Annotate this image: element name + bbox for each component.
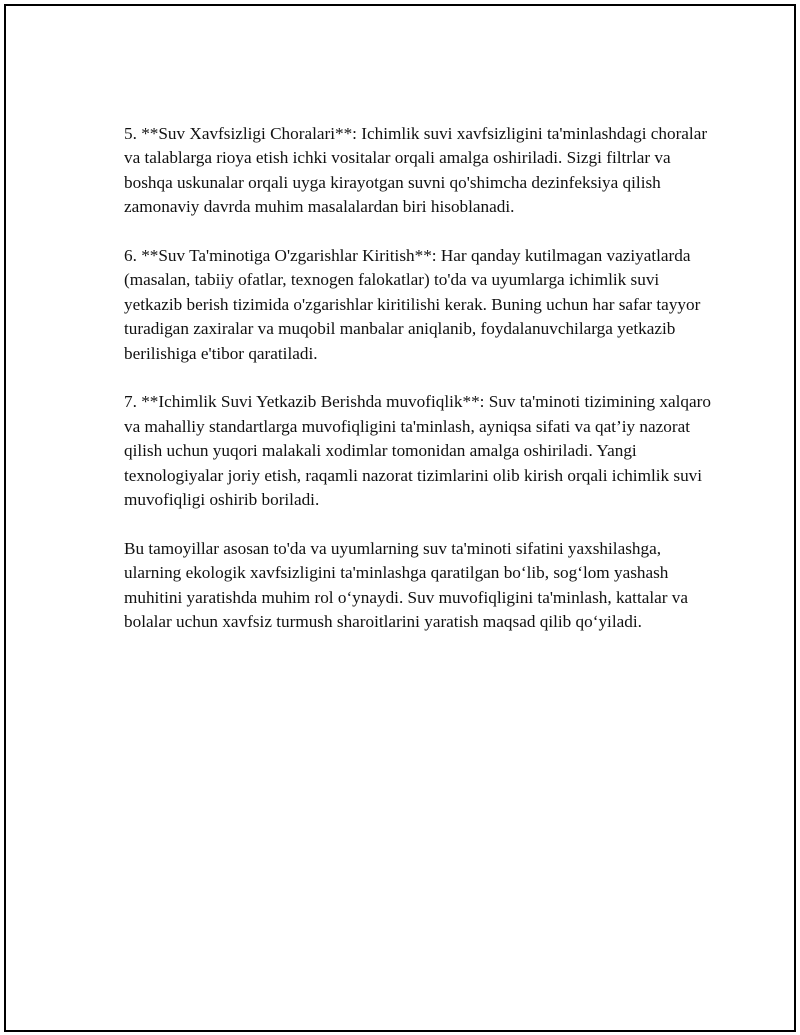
document-page	[4, 4, 796, 1032]
document-body	[124, 122, 714, 659]
paragraph-suv-taminotiga-ozgarishlar: 6. **Suv Ta'minotiga O'zgarishlar Kiritish**: Har qanday kutilmagan vaziyatlarda (masalan, tabiiy ofatlar, texnogen falokatlar) to'da va uyumlarga ichimlik suvi yetkazib berish tizimida o'zgarishlar kiritilishi kerak. Buning uchun har safar tayyor turadigan zaxiralar va muqobil manbalar aniqlanib, foydalanuvchilarga yetkazib berilishiga e'tibor qaratiladi.	[124, 246, 701, 363]
paragraph-yetkazib-berishda-muvofiqlik: 7. **Ichimlik Suvi Yetkazib Berishda muvofiqlik**: Suv ta'minoti tizimining xalqaro va mahalliy standartlarga muvofiqligini ta'minlash, ayniqsa sifati va qat’iy nazorat qilish uchun yuqori malakali xodimlar tomonidan amalga oshiriladi. Yangi texnologiyalar joriy etish, raqamli nazorat tizimlarini olib kirish orqali ichimlik suvi muvofiqligi oshirib boriladi.	[124, 392, 711, 510]
paragraph-conclusion: Bu tamoyillar asosan to'da va uyumlarning suv ta'minoti sifatini yaxshilashga, ularning ekologik xavfsizligini ta'minlashga qaratilgan bo‘lib, sog‘lom yashash muhitini yaratishda muhim rol o‘ynaydi. Suv muvofiqligini ta'minlash, kattalar va bolalar uchun xavfsiz turmush sharoitlarini yaratish maqsad qilib qo‘yiladi.	[124, 538, 688, 632]
paragraph-suv-xavfsizligi-choralari: 5. **Suv Xavfsizligi Choralari**: Ichimlik suvi xavfsizligini ta'minlashdagi choralar va talablarga rioya etish ichki vositalar orqali amalga oshiriladi. Sizgi filtrlar va boshqa uskunalar orqali uyga kirayotgan suvni qo'shimcha dezinfeksiya qilish zamonaviy davrda muhim masalalardan biri hisoblanadi.	[124, 124, 708, 217]
